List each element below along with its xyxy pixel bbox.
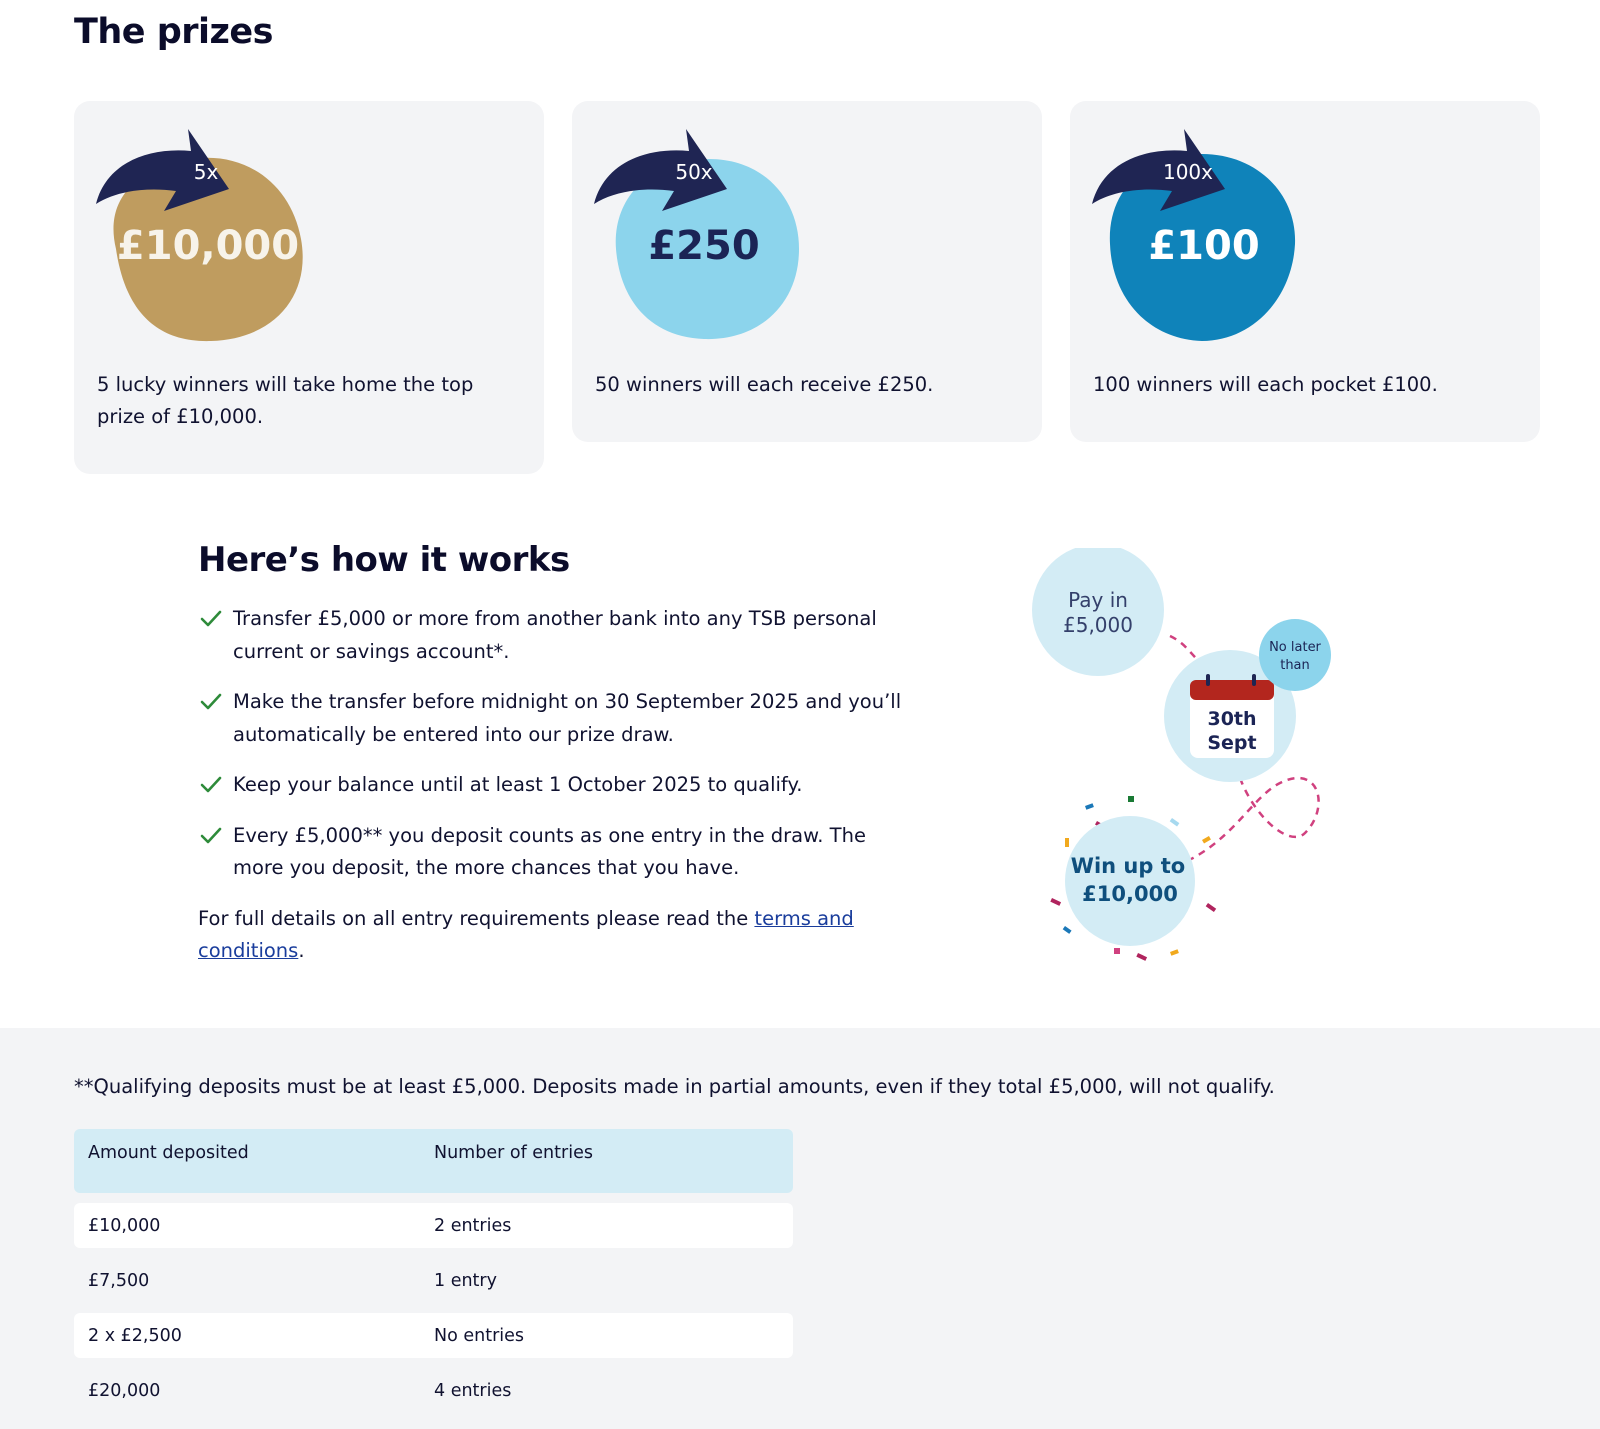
cell-entries: No entries (434, 1325, 525, 1346)
date-line2: Sept (1207, 732, 1257, 754)
checkmark-icon (200, 826, 222, 846)
table-row (74, 1258, 793, 1303)
prize-multiplier: 50x (675, 160, 713, 184)
prize-badge-100-icon (1092, 129, 1312, 344)
prize-multiplier: 5x (193, 160, 219, 184)
pay-in-line1: Pay in (1068, 588, 1128, 612)
how-it-works-infographic (1030, 548, 1350, 968)
details-paragraph (198, 903, 898, 967)
details-suffix: . (298, 939, 305, 962)
cell-entries: 4 entries (434, 1380, 512, 1401)
table-row (74, 1313, 793, 1358)
prizes-heading: The prizes (74, 12, 273, 52)
no-later-line2: than (1280, 658, 1310, 673)
checkmark-icon (200, 692, 222, 712)
table-header (74, 1129, 793, 1193)
step-text: Make the transfer before midnight on 30 September 2025 and you’ll automatically be entered into our prize draw. (233, 690, 902, 746)
table-row (74, 1203, 793, 1248)
prize-badge-250-icon (594, 129, 814, 344)
checkmark-icon (200, 775, 222, 795)
prize-description: 5 lucky winners will take home the top prize of £10,000. (97, 373, 474, 428)
terms-and-conditions-link[interactable]: terms and conditions (198, 907, 854, 962)
header-amount: Amount deposited (88, 1143, 249, 1163)
prize-description: 100 winners will each pocket £100. (1093, 373, 1438, 396)
cell-amount: 2 x £2,500 (88, 1325, 182, 1346)
no-later-line1: No later (1269, 640, 1321, 655)
cell-amount: £10,000 (88, 1215, 161, 1236)
how-it-works-heading: Here’s how it works (198, 540, 570, 580)
how-it-works-steps (198, 603, 918, 903)
pay-in-bubble (1032, 548, 1164, 676)
cell-entries: 1 entry (434, 1270, 497, 1291)
step-item (198, 686, 918, 751)
win-line2: £10,000 (1082, 882, 1178, 906)
prize-amount: £100 (1148, 223, 1260, 269)
prize-card-top (74, 101, 544, 474)
win-bubble (1065, 816, 1195, 946)
prize-card-right (1070, 101, 1540, 442)
cell-amount: £7,500 (88, 1270, 150, 1291)
win-line1: Win up to (1070, 854, 1186, 878)
pay-in-line2: £5,000 (1063, 613, 1133, 637)
table-row (74, 1368, 793, 1413)
prize-amount: £10,000 (116, 223, 300, 269)
step-item (198, 603, 918, 668)
prize-card-middle (572, 101, 1042, 442)
no-later-bubble (1259, 619, 1331, 691)
header-entries: Number of entries (434, 1143, 593, 1163)
qualifying-footnote: **Qualifying deposits must be at least £5,000. Deposits made in partial amounts, even if they total £5,000, will not qualify. (74, 1075, 1275, 1098)
step-text: Every £5,000** you deposit counts as one entry in the draw. The more you deposit, the more chances that you have. (233, 823, 866, 879)
checkmark-icon (200, 609, 222, 629)
cell-entries: 2 entries (434, 1215, 512, 1236)
step-text: Keep your balance until at least 1 October 2025 to qualify. (233, 773, 803, 796)
step-text: Transfer £5,000 or more from another bank into any TSB personal current or savings account*. (233, 607, 877, 663)
entries-table (74, 1129, 793, 1413)
prize-badge-10000-icon (96, 129, 316, 344)
date-line1: 30th (1207, 708, 1257, 730)
prize-amount: £250 (648, 223, 760, 269)
details-text: For full details on all entry requirements please read the (198, 907, 755, 930)
cell-amount: £20,000 (88, 1380, 161, 1401)
step-item (198, 820, 918, 885)
step-item (198, 769, 918, 802)
prize-multiplier: 100x (1162, 160, 1214, 184)
prize-description: 50 winners will each receive £250. (595, 373, 934, 396)
